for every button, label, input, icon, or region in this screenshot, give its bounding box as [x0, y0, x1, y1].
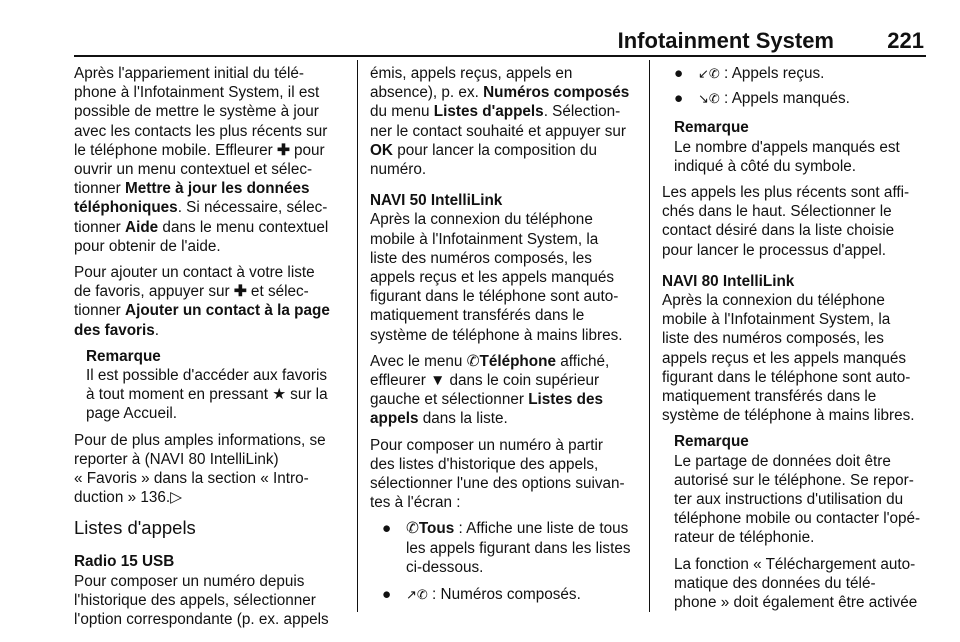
- text: et sélec-: [246, 283, 309, 301]
- menu-term: Tous: [418, 520, 455, 538]
- text: matiquement transférés dans le: [662, 388, 877, 406]
- text: tes à l'écran :: [370, 494, 461, 512]
- phone-icon: ✆: [466, 352, 480, 370]
- note-block-cont: [674, 555, 928, 613]
- text: absence), p. ex.: [370, 84, 484, 102]
- plus-icon: ✚: [276, 141, 290, 159]
- paragraph-compose: [370, 436, 646, 513]
- text: . Si nécessaire, sélec-: [177, 199, 328, 217]
- navi80-block: [662, 272, 928, 426]
- text: .: [154, 321, 160, 339]
- text: ci-dessous.: [406, 558, 484, 576]
- text: phone à l'Infotainment System, il est: [74, 84, 320, 102]
- text: : Affiche une liste de tous: [454, 520, 629, 538]
- text: pour obtenir de l'aide.: [74, 237, 221, 255]
- text: « Favoris » dans la section « Intro-: [74, 470, 309, 488]
- column-3: [662, 64, 928, 619]
- text: système de téléphone à mains libres.: [370, 326, 623, 344]
- text: émis, appels reçus, appels en: [370, 65, 573, 82]
- column-divider-1: [357, 60, 358, 612]
- text: chés dans le haut. Sélectionner le: [662, 203, 892, 221]
- star-icon: ★: [272, 386, 286, 404]
- menu-term: des favoris: [74, 321, 155, 339]
- column-1: [74, 64, 354, 636]
- text: des listes d'historique des appels,: [370, 455, 599, 473]
- menu-term: téléphoniques: [74, 199, 178, 217]
- text: 136.: [140, 489, 171, 507]
- text: Pour ajouter un contact à votre liste: [74, 264, 315, 282]
- text: effleurer: [370, 372, 431, 390]
- note-heading: Remarque: [674, 433, 749, 451]
- text: La fonction « Téléchargement auto-: [674, 555, 916, 573]
- text: matique des données du télé-: [674, 574, 876, 592]
- text: mobile à l'Infotainment System, la: [370, 230, 599, 248]
- text: affiché,: [555, 352, 610, 370]
- radio-usb-block: [74, 552, 354, 629]
- text: phone » doit également être activée: [674, 594, 918, 612]
- bullet: ●: [382, 520, 392, 538]
- paragraph-more-info: [74, 431, 354, 508]
- menu-term: Mettre à jour les données: [125, 180, 310, 198]
- paragraph-phone-menu: [370, 352, 646, 429]
- text: mobile à l'Infotainment System, la: [662, 311, 891, 329]
- text: dans la liste.: [418, 410, 508, 428]
- text: Après la connexion du téléphone: [370, 211, 593, 229]
- page-header: [74, 28, 926, 58]
- bullet: ●: [674, 65, 684, 82]
- text: reporter à (NAVI 80 IntelliLink): [74, 450, 279, 468]
- text: tionner: [74, 302, 126, 320]
- text: Avec le menu: [370, 352, 467, 370]
- text: appels reçus et les appels manqués: [370, 269, 615, 287]
- text: Le partage de données doit être: [674, 452, 891, 470]
- menu-term: Aide: [125, 218, 159, 236]
- subheading: Radio 15 USB: [74, 553, 175, 571]
- text: dans le coin supérieur: [445, 372, 600, 390]
- paragraph-call-list-cont: [370, 64, 646, 179]
- note-block: [86, 347, 354, 424]
- incoming-call-icon: ↙✆: [698, 66, 720, 81]
- text: du menu: [370, 103, 434, 121]
- text: sélectionner l'une des options suivan-: [370, 475, 625, 493]
- column-divider-2: [649, 60, 650, 612]
- text: gauche et sélectionner: [370, 391, 529, 409]
- text: : Appels reçus.: [719, 65, 825, 82]
- text: tionner: [74, 218, 126, 236]
- page-title: Infotainment System: [617, 28, 834, 53]
- text: contact désiré dans la liste choisie: [662, 222, 895, 240]
- text: Pour composer un numéro depuis: [74, 572, 305, 590]
- subheading: NAVI 50 IntelliLink: [370, 192, 503, 210]
- text: : Numéros composés.: [427, 586, 581, 604]
- list-item: [662, 64, 928, 83]
- bullet: ●: [674, 90, 684, 108]
- text: liste des numéros composés, les: [370, 249, 592, 267]
- text: pour: [289, 141, 325, 159]
- text: matiquement transférés dans le: [370, 307, 585, 325]
- text: les appels figurant dans les listes: [406, 539, 631, 557]
- text: l'option correspondante (p. ex. appels: [74, 611, 329, 629]
- text: possible de mettre le système à jour: [74, 103, 319, 121]
- text: Après l'appariement initial du télé-: [74, 65, 304, 82]
- note-block: [674, 432, 928, 547]
- text: pour lancer la composition du: [392, 141, 598, 159]
- text: liste des numéros composés, les: [662, 330, 884, 348]
- text: numéro.: [370, 161, 427, 179]
- text: le téléphone mobile. Effleurer: [74, 141, 277, 159]
- text: indiqué à côté du symbole.: [674, 157, 856, 175]
- menu-term: Listes des: [528, 391, 604, 409]
- text: autorisé sur le téléphone. Se repor-: [674, 471, 914, 489]
- menu-term: Téléphone: [479, 352, 556, 370]
- note-heading: Remarque: [86, 347, 161, 365]
- text: sur la: [285, 386, 328, 404]
- menu-term: Listes d'appels: [433, 103, 544, 121]
- header-rule: [74, 55, 926, 57]
- paragraph-recent-calls: [662, 183, 928, 260]
- text: ouvrir un menu contextuel et sélec-: [74, 161, 313, 179]
- text: Après la connexion du téléphone: [662, 292, 885, 310]
- missed-call-icon: ↘✆: [698, 91, 720, 107]
- text: page Accueil.: [86, 405, 177, 423]
- text: de favoris, appuyer sur: [74, 283, 234, 301]
- text: Pour composer un numéro à partir: [370, 436, 603, 454]
- text: système de téléphone à mains libres.: [662, 407, 915, 425]
- text: duction »: [74, 489, 141, 507]
- bullet: ●: [382, 586, 392, 604]
- section-title: Listes d'appels: [74, 517, 196, 539]
- text: Le nombre d'appels manqués est: [674, 138, 900, 156]
- text: figurant dans le téléphone sont auto-: [662, 368, 911, 386]
- paragraph-add-favourite: [74, 263, 354, 340]
- text: à tout moment en pressant: [86, 386, 273, 404]
- page-reference-icon: ▷: [170, 489, 182, 507]
- text: Il est possible d'accéder aux favoris: [86, 367, 327, 385]
- text: ter aux instructions d'utilisation du: [674, 491, 904, 509]
- list-item: [370, 585, 646, 604]
- text: rateur de téléphonie.: [674, 529, 815, 547]
- paragraph-update-contacts: [74, 64, 354, 256]
- text: figurant dans le téléphone sont auto-: [370, 288, 619, 306]
- menu-term: appels: [370, 410, 419, 428]
- text: l'historique des appels, sélectionner: [74, 591, 316, 609]
- menu-term: Numéros composés: [483, 84, 630, 102]
- text: . Sélection-: [543, 103, 621, 121]
- outgoing-call-icon: ↗✆: [406, 587, 428, 603]
- text: ner le contact souhaité et appuyer sur: [370, 122, 626, 140]
- note-block: [674, 118, 928, 176]
- phone-icon: ✆: [406, 520, 419, 538]
- text: dans le menu contextuel: [158, 218, 329, 236]
- list-item: [662, 89, 928, 108]
- navi50-block: [370, 191, 646, 345]
- menu-term: Ajouter un contact à la page: [125, 302, 330, 320]
- plus-icon: ✚: [233, 283, 247, 301]
- list-item: [370, 519, 646, 577]
- text: Les appels les plus récents sont affi-: [662, 184, 910, 202]
- text: : Appels manqués.: [719, 90, 850, 108]
- subheading: NAVI 80 IntelliLink: [662, 272, 795, 290]
- text: tionner: [74, 180, 126, 198]
- text: Pour de plus amples informations, se: [74, 431, 326, 449]
- menu-term: OK: [370, 141, 393, 159]
- page-number: 221: [887, 28, 924, 53]
- text: avec les contacts les plus récents sur: [74, 122, 328, 140]
- triangle-down-icon: ▼: [430, 372, 446, 390]
- note-heading: Remarque: [674, 119, 749, 137]
- text: téléphone mobile ou contacter l'opé-: [674, 510, 921, 528]
- text: appels reçus et les appels manqués: [662, 349, 907, 367]
- text: pour lancer le processus d'appel.: [662, 241, 887, 259]
- column-2: [370, 64, 646, 612]
